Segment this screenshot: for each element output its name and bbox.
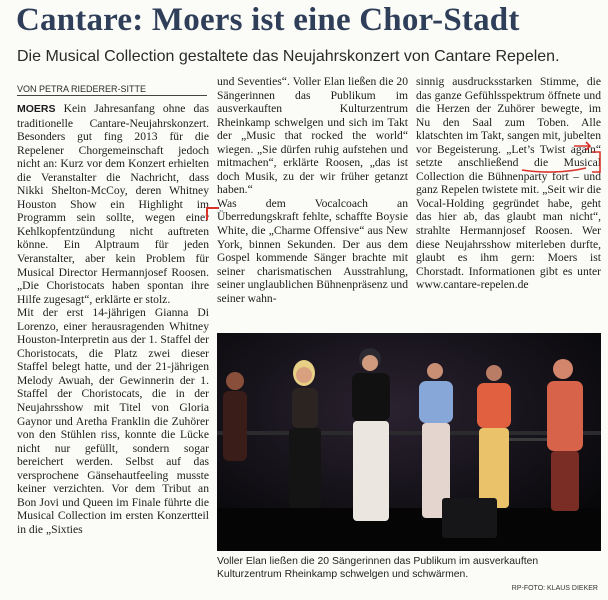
paragraph-3: und Seventies“. Voller Elan ließen die 20 Sängerinnen das Publikum im ausverkauften Kulturzentrum Rheinkamp schwelgen und sich im Takt der „Music that rocked the world“ wiegen. „Sie dürfen ruhig aufstehen und mitmachen“, erklärte Roosen, „das ist doch Musik, zu der wir früher getanzt haben.“ (217, 75, 408, 197)
red-paragraph-mark (203, 206, 223, 222)
paragraph-1-text: Kein Jahresanfang ohne das traditionelle Cantare-Neujahrskonzert. Besonders gut fing 2013 für die Repelener Chorgemeinschaft jedoch nicht an: Kurz vor dem Konzert erhielten die Veranstalter die Nachricht, dass Nikki Shelton-McCoy, deren Whitney Houston Show ein Highlight im Programm sein sollte, wegen einer Kehlkopfentzündung nicht auftreten könne. Ein Alptraum für jeden Veranstalter, aber kein Problem für Musical Director Hermannjosef Roosen. „Die Choristocats haben spontan ihre Hilfe zugesagt“, erklärte er stolz. (17, 102, 209, 306)
singer-figure-3 (352, 348, 390, 521)
stage-illustration (217, 333, 601, 551)
photo-credit: RP-FOTO: KLAUS DIEKER (511, 585, 598, 592)
article-subheadline: Die Musical Collection gestaltete das Neujahrskonzert von Cantare Repelen. (17, 48, 560, 65)
article-headline: Cantare: Moers ist eine Chor-Stadt (16, 2, 520, 38)
red-underline-mark (520, 165, 590, 175)
article-byline: VON PETRA RIEDERER-SITTE (17, 84, 147, 94)
article-kicker: MOERS (17, 103, 56, 115)
paragraph-2: Mit der erst 14-jährigen Gianna Di Lorenzo, einer herausragenden Whitney Houston-Interpretin aus der 1. Staffel der Choristocats, die Platz zwei dieser Staffel belegt hatte, und der 21-jährigen Melody Awuah, der Gewinnerin der 1. Staffel der Choristocats, die in der Neujahrsshow mit Titel von Gloria Gaynor und Aretha Franklin die Zuhörer von den Stühlen riss, konnte die Lücke nicht nur gefüllt, sondern sogar bereichert werden. Selbst auf das versprochene Gänsehautfeeling musste keiner verzichten. Vor dem Tribut an Bon Jovi und Queen im Finale führte die Musical Collection im ersten Konzertteil in die „Sixties (17, 306, 209, 536)
red-bracket-mark (590, 150, 608, 176)
concert-photo (217, 333, 601, 551)
paragraph-1 (17, 102, 209, 306)
paragraph-4: Was dem Vocalcoach an Überredungskraft fehlte, schaffte Boysie White, die „Charme Offensive“ aus New York, binnen Sekunden. Der aus dem Gospel kommende Sänger brachte mit seiner charismatischen Ausstrahlung, seiner unglaublichen Bühnenpräsenz und seiner wahn- (217, 196, 408, 305)
article-column-1 (17, 102, 209, 537)
singer-figure-5 (477, 365, 511, 508)
singer-figure-6 (547, 359, 583, 511)
byline-divider (17, 95, 207, 96)
article-column-2 (217, 75, 408, 305)
singer-figure-4 (419, 363, 453, 518)
paragraph-5: sinnig ausdrucksstarken Stimme, die das ganze Gefühlsspektrum öffnete und die Herzen der Zuhörer bewegte, im Nu den Saal zum Toben. Alle klatschten im Takt, sangen mit, jubelten vor Begeisterung. „Let’s Twist again“ setzte anschließend die Musical Collection die Bühnenparty fort – und ganz Repelen twistete mit. „Seit wir die Vocal-Holding gegründet habe, geht das hier ab, das glaubt man nicht“, strahlte Hermannjosef Roosen. Wer diese Neujahrsshow miterleben durfte, glaubt es ihm gern: Moers ist Chorstadt. Informationen gibt es unter www.cantare-repelen.de (416, 75, 601, 292)
photo-caption: Voller Elan ließen die 20 Sängerinnen das Publikum im ausverkauften Kulturzentrum Rheinkamp schwelgen und schwärmen. (217, 556, 539, 580)
article-column-3 (416, 75, 601, 292)
